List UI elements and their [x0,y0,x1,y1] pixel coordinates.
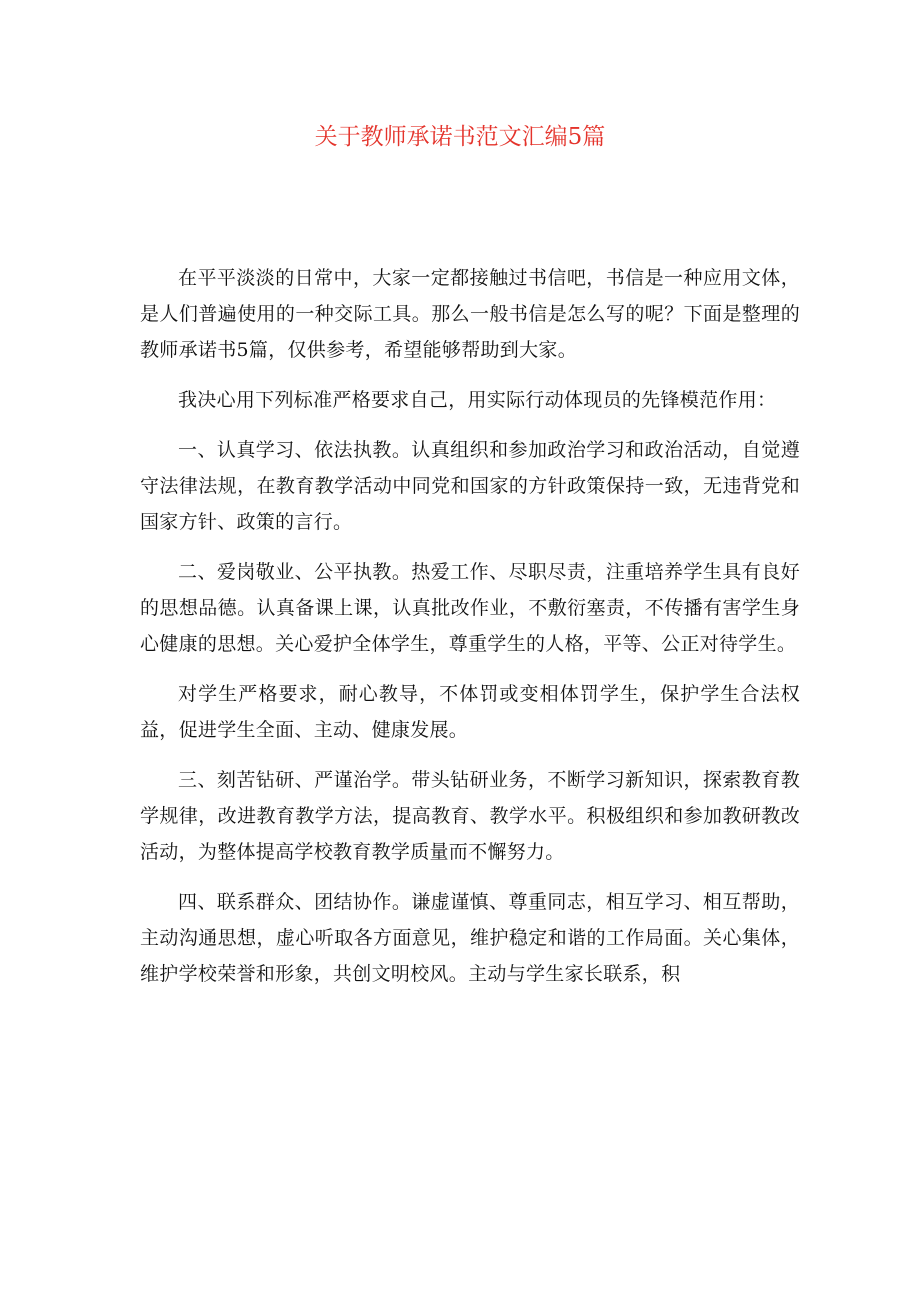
document-body [140,260,800,1006]
paragraph-student-requirements: 对学生严格要求，耐心教导，不体罚或变相体罚学生，保护学生合法权益，促进学生全面、主动、健康发展。 [140,683,800,741]
paragraph-point-three: 三、刻苦钻研、严谨治学。带头钻研业务，不断学习新知识，探索教育教学规律，改进教育教学方法，提高教育、教学水平。积极组织和参加教研教改活动，为整体提高学校教育教学质量而不懈努力。 [140,769,800,863]
paragraph-point-one: 一、认真学习、依法执教。认真组织和参加政治学习和政治活动，自觉遵守法律法规，在教育教学活动中同党和国家的方针政策保持一致，无违背党和国家方针、政策的言行。 [140,439,800,533]
document-title: 关于教师承诺书范文汇编5篇 [314,124,606,150]
paragraph-resolution: 我决心用下列标准严格要求自己，用实际行动体现员的先锋模范作用： [178,389,777,411]
paragraph-point-two: 二、爱岗敬业、公平执教。热爱工作、尽职尽责，注重培养学生具有良好的思想品德。认真备课上课，认真批改作业，不敷衍塞责，不传播有害学生身心健康的思想。关心爱护全体学生，尊重学生的人格，平等、公正对待学生。 [140,561,800,655]
paragraph-intro: 在平平淡淡的日常中，大家一定都接触过书信吧，书信是一种应用文体，是人们普遍使用的一种交际工具。那么一般书信是怎么写的呢？下面是整理的教师承诺书5篇，仅供参考，希望能够帮助到大家。 [140,267,800,361]
paragraph-point-four: 四、联系群众、团结协作。谦虚谨慎、尊重同志，相互学习、相互帮助，主动沟通思想，虚心听取各方面意见，维护稳定和谐的工作局面。关心集体，维护学校荣誉和形象，共创文明校风。主动与学生家长联系，积 [140,891,800,985]
